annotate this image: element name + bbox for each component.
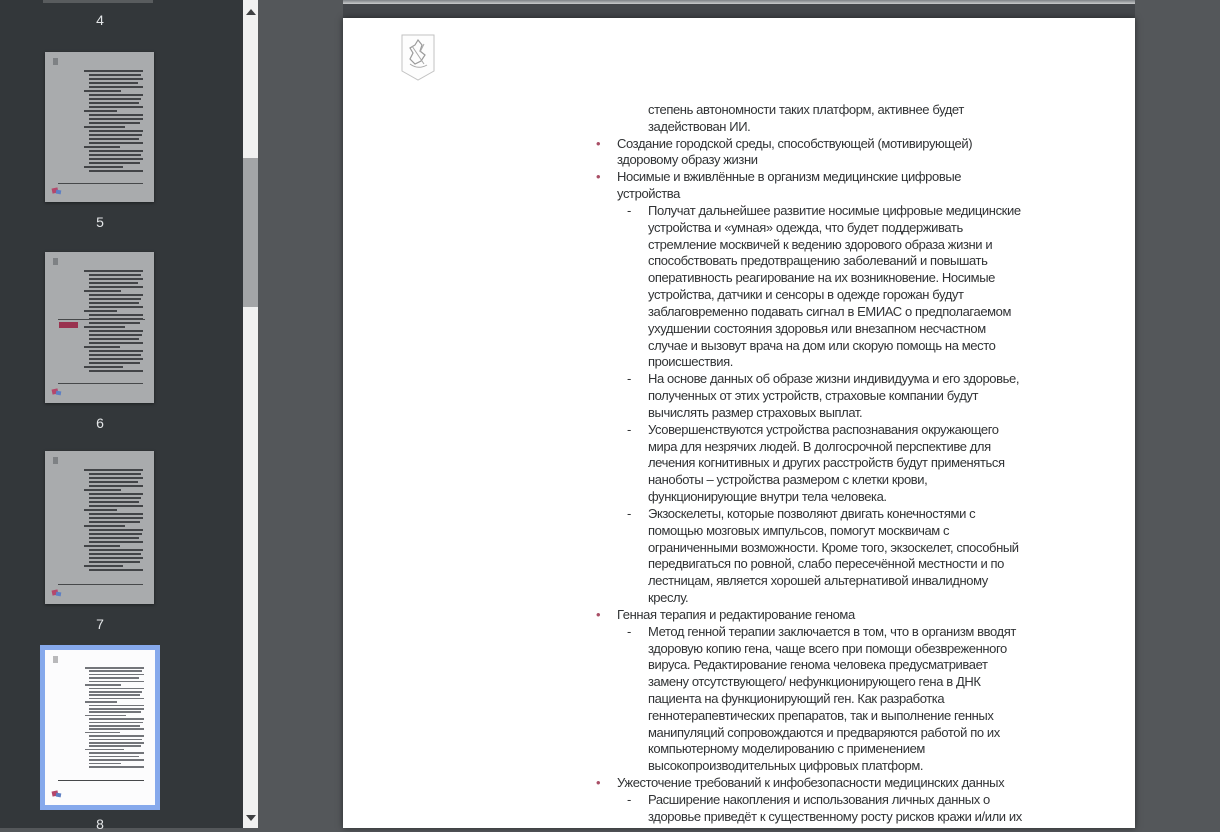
thumbnail-text-line xyxy=(89,150,144,152)
thumbnail-text-line xyxy=(89,294,144,296)
document-line: здоровому образу жизни xyxy=(617,152,758,168)
document-page xyxy=(343,18,1135,828)
document-line: помощью мозговых импульсов, помогут москвичам с xyxy=(648,522,950,538)
thumbnail-sidebar xyxy=(0,0,258,832)
page-number-label: 5 xyxy=(96,214,104,230)
thumbnail-text-line xyxy=(89,569,144,571)
document-line: - На основе данных об образе жизни индивидуума и его здоровье, xyxy=(627,371,1020,387)
bullet-icon: • xyxy=(596,169,601,185)
thumbnail-text-line xyxy=(89,274,141,276)
page-number-label: 4 xyxy=(96,12,104,28)
document-line: устройства и «умная» одежда, что будет поддерживать xyxy=(648,219,963,235)
thumbnail-text-line xyxy=(89,553,141,555)
document-line: компьютерному моделированию с применением xyxy=(648,741,925,757)
thumbnail-logo-mark xyxy=(53,656,58,663)
document-line: • Создание городской среды, способствующей (мотивирующей) xyxy=(596,135,973,151)
thumbnail-text-line xyxy=(89,286,144,288)
thumbnail-text-line xyxy=(84,310,116,312)
thumbnail-text-line xyxy=(89,138,139,140)
document-line: креслу. xyxy=(648,590,689,606)
document-line: происшествия. xyxy=(648,354,733,370)
thumbnail-text-line xyxy=(85,684,122,686)
thumbnail-text-line xyxy=(89,681,144,683)
document-line: устройства, датчики и сенсоры в одежде горожан будут xyxy=(648,287,964,303)
thumbnail-text-line xyxy=(89,481,138,483)
thumbnail-text-line xyxy=(89,342,144,344)
document-line: вируса. Редактирование генома человека предусматривает xyxy=(648,657,988,673)
thumbnail-text-line xyxy=(89,557,144,559)
thumbnail-text-line xyxy=(89,162,140,164)
thumbnail-text-line xyxy=(84,270,143,272)
thumbnail-text-line xyxy=(89,122,141,124)
document-line: • Ужесточение требований к инфобезопасности медицинских данных xyxy=(596,775,1005,791)
thumbnail-text-line xyxy=(89,766,144,768)
thumbnail-text-line xyxy=(84,290,120,292)
thumbnail-text-line xyxy=(89,670,142,672)
thumbnail-section-rule xyxy=(58,319,145,320)
thumbnail-text-line xyxy=(89,497,142,499)
thumbnail-text-line xyxy=(89,158,144,160)
thumbnail-text-line xyxy=(84,366,123,368)
document-line: геннотерапевтических препаратов, так и выполнение генных xyxy=(648,707,994,723)
scroll-down-icon[interactable] xyxy=(243,810,258,826)
thumbnail-text-line xyxy=(89,493,144,495)
document-line: способствовать предотвращению заболеваний и повышать xyxy=(648,253,988,269)
page-number-label: 6 xyxy=(96,415,104,431)
page-number-label: 8 xyxy=(96,816,104,832)
thumbnail-text-line xyxy=(84,166,123,168)
document-line: - Усовершенствуются устройства распознавания окружающего xyxy=(627,421,999,437)
dash-icon: - xyxy=(627,371,631,387)
document-line: устройства xyxy=(617,186,680,202)
document-line: - Экзоскелеты, которые позволяют двигать конечностями с xyxy=(627,505,976,521)
document-line: наноботы – устройства размером с клетки крови, xyxy=(648,472,928,488)
thumbnail-text-line xyxy=(89,362,140,364)
thumbnail-text-line xyxy=(89,505,144,507)
document-line: полученных от этих устройств, страховые компании будут xyxy=(648,388,979,404)
document-line: лестницам, является хорошей альтернативой инвалидному xyxy=(648,573,988,589)
document-viewport[interactable] xyxy=(258,0,1220,828)
thumbnail-text-line xyxy=(84,126,125,128)
document-line: здоровье приведёт к существенному росту рисков кражи и/или их xyxy=(648,808,1022,824)
page-thumbnail-partial[interactable] xyxy=(43,0,153,3)
thumbnail-text-line xyxy=(89,517,144,519)
page-thumbnail[interactable] xyxy=(45,52,154,202)
thumbnail-text-line xyxy=(89,106,144,108)
thumbnail-text-line xyxy=(89,354,141,356)
thumbnail-text-line xyxy=(84,326,125,328)
thumbnail-text-line xyxy=(89,330,144,332)
document-text xyxy=(343,102,1135,826)
thumbnail-text-line xyxy=(89,549,144,551)
thumbnail-text-line xyxy=(89,358,144,360)
thumbnail-text-line xyxy=(84,525,125,527)
dash-icon: - xyxy=(627,791,631,807)
document-line: задействован ИИ. xyxy=(648,118,751,134)
thumbnail-color-logo-icon xyxy=(52,790,62,799)
thumbnail-text-line xyxy=(89,735,144,737)
thumbnail-text-line xyxy=(89,118,144,120)
thumbnail-text-line xyxy=(89,98,142,100)
document-line: • Генная терапия и редактирование генома xyxy=(596,606,855,622)
thumbnail-text-line xyxy=(84,70,143,72)
thumbnail-text-line xyxy=(89,82,138,84)
thumbnail-footer-rule xyxy=(58,780,144,781)
document-line: манипуляций сопровождаются и предваряются работой по их xyxy=(648,724,1000,740)
thumbnail-text-line xyxy=(84,146,119,148)
thumbnail-text-line xyxy=(89,756,139,758)
thumbnail-footer-rule xyxy=(58,383,143,384)
page-thumbnail[interactable] xyxy=(45,252,154,403)
document-line: ухудшении состояния здоровья или внезапном несчастном xyxy=(648,320,986,336)
thumbnail-text-line xyxy=(89,154,141,156)
thumbnail-footer-rule xyxy=(58,183,143,184)
thumbnail-text-line xyxy=(89,134,142,136)
document-line: здоровую копию гена, чаще всего при помощи обезвреженного xyxy=(648,640,1007,656)
thumbnail-text-line xyxy=(89,688,144,690)
thumbnail-color-logo-icon xyxy=(52,589,62,598)
thumbnail-text-line xyxy=(84,509,116,511)
thumbnail-text-line xyxy=(89,529,144,531)
thumbnail-text-line xyxy=(84,469,143,471)
document-line: - Метод генной терапии заключается в том, что в организм вводят xyxy=(627,623,1016,639)
thumbnail-text-line xyxy=(89,705,144,707)
dash-icon: - xyxy=(627,421,631,437)
thumbnail-text-line xyxy=(89,722,143,724)
thumbnail-text-line xyxy=(89,278,144,280)
thumbnail-logo-mark xyxy=(53,457,58,464)
thumbnail-text-line xyxy=(85,715,127,717)
thumbnail-text-line xyxy=(89,698,144,700)
thumbnail-text-line xyxy=(89,282,138,284)
thumbnail-text-line xyxy=(85,749,124,751)
document-line: высокопроизводительных цифровых платформ. xyxy=(648,758,924,774)
thumbnail-text-line xyxy=(89,711,141,713)
thumbnail-text-line xyxy=(89,334,142,336)
thumbnail-text-line xyxy=(89,338,139,340)
bullet-icon: • xyxy=(596,135,601,151)
thumbnail-text-line xyxy=(89,302,140,304)
document-line: - Получат дальнейшее развитие носимые цифровые медицинские xyxy=(627,202,1021,218)
thumbnail-text-line xyxy=(89,674,144,676)
thumbnail-text-line xyxy=(84,346,119,348)
thumbnail-text-line xyxy=(89,718,144,720)
thumbnail-color-logo-icon xyxy=(52,388,62,397)
thumbnail-text-line xyxy=(89,74,141,76)
thumbnail-text-line xyxy=(84,90,120,92)
document-line: случае и вызовут врача на дом или скорую помощь на место xyxy=(648,337,996,353)
thumbnail-text-line xyxy=(89,306,144,308)
document-line: степень автономности таких платформ, активнее будет xyxy=(648,102,964,117)
document-line: оперативность реагирование на их возникновение. Носимые xyxy=(648,270,995,286)
document-line: функционирующие внутри тела человека. xyxy=(648,489,887,505)
page-number-label: 7 xyxy=(96,616,104,632)
thumbnail-text-line xyxy=(89,759,144,761)
thumbnail-text-line xyxy=(85,701,118,703)
document-line: замену отсутствующего/ нефункционирующего гена в ДНК xyxy=(648,674,981,690)
thumbnail-text-line xyxy=(84,489,120,491)
thumbnail-text-line xyxy=(89,102,140,104)
thumbnail-text-line xyxy=(89,314,144,316)
document-line: передвигаться по ровной, слабо пересечённой местности и по xyxy=(648,556,1005,572)
document-line: стремление москвичей к ведению здорового образа жизни и xyxy=(648,236,993,252)
thumbnail-text-line xyxy=(89,370,144,372)
thumbnail-text-line xyxy=(89,708,144,710)
dash-icon: - xyxy=(627,505,631,521)
document-line: пациента на функционирующий ген. Как разработка xyxy=(648,690,945,706)
document-line: ограниченными возможности. Кроме того, экзоскелет, способный xyxy=(648,539,1019,555)
scrollbar-thumb[interactable] xyxy=(243,158,258,307)
thumbnail-text-line xyxy=(89,694,140,696)
thumbnail-text-line xyxy=(89,86,144,88)
thumbnail-red-heading xyxy=(59,322,78,328)
thumbnail-text-line xyxy=(89,142,144,144)
document-line: - Расширение накопления и использования личных данных о xyxy=(627,791,990,807)
thumbnail-logo-mark xyxy=(53,58,58,65)
thumbnail-text-line xyxy=(89,739,142,741)
document-line: • Носимые и вживлённые в организм медицинские цифровые xyxy=(596,169,962,185)
scroll-up-icon[interactable] xyxy=(243,4,258,20)
bullet-icon: • xyxy=(596,606,601,622)
thumbnail-text-line xyxy=(89,513,144,515)
thumbnail-text-line xyxy=(89,537,139,539)
thumbnail-text-line xyxy=(85,732,121,734)
thumbnail-text-line xyxy=(89,78,144,80)
document-line: вычислять размер страховых выплат. xyxy=(648,404,863,420)
thumbnail-text-line xyxy=(89,745,141,747)
thumbnail-text-line xyxy=(89,561,140,563)
page-thumbnail[interactable] xyxy=(45,451,154,604)
thumbnail-text-line xyxy=(89,742,144,744)
dash-icon: - xyxy=(627,202,631,218)
thumbnail-text-line xyxy=(85,667,144,669)
thumbnail-text-line xyxy=(89,763,121,765)
thumbnail-text-line xyxy=(89,350,144,352)
document-line: лечения когнитивных и других расстройств будут применяться xyxy=(648,455,1005,471)
thumbnail-text-line xyxy=(89,298,142,300)
thumbnail-text-line xyxy=(89,728,144,730)
thumbnail-text-line xyxy=(84,565,123,567)
thumbnail-text-line xyxy=(89,170,144,172)
thumbnail-text-line xyxy=(89,477,144,479)
page-thumbnail[interactable] xyxy=(45,650,155,805)
thumbnail-text-line xyxy=(89,677,139,679)
thumbnail-text-line xyxy=(89,521,141,523)
moscow-coat-of-arms-icon xyxy=(400,34,436,81)
thumbnail-text-line xyxy=(89,130,144,132)
thumbnail-text-line xyxy=(89,541,144,543)
thumbnail-text-line xyxy=(89,691,142,693)
thumbnail-text-line xyxy=(89,94,144,96)
thumbnail-text-line xyxy=(89,533,142,535)
thumbnail-text-line xyxy=(89,752,144,754)
thumbnail-text-line xyxy=(89,485,144,487)
sidebar-scrollbar[interactable] xyxy=(243,0,258,828)
bullet-icon: • xyxy=(596,775,601,791)
thumbnail-text-line xyxy=(84,110,116,112)
thumbnail-text-line xyxy=(89,725,140,727)
thumbnail-text-line xyxy=(89,322,141,324)
thumbnail-text-line xyxy=(84,545,119,547)
page-gap xyxy=(343,4,1135,18)
thumbnail-color-logo-icon xyxy=(52,187,62,196)
thumbnail-text-line xyxy=(89,501,140,503)
thumbnail-text-line xyxy=(89,473,141,475)
thumbnail-footer-rule xyxy=(58,584,143,585)
dash-icon: - xyxy=(627,623,631,639)
thumbnail-logo-mark xyxy=(53,258,58,265)
document-line: заблаговременно подавать сигнал в ЕМИАС о предполагаемом xyxy=(648,303,1012,319)
thumbnail-text-line xyxy=(89,114,144,116)
document-line: мира для незрячих людей. В долгосрочной перспективе для xyxy=(648,438,991,454)
